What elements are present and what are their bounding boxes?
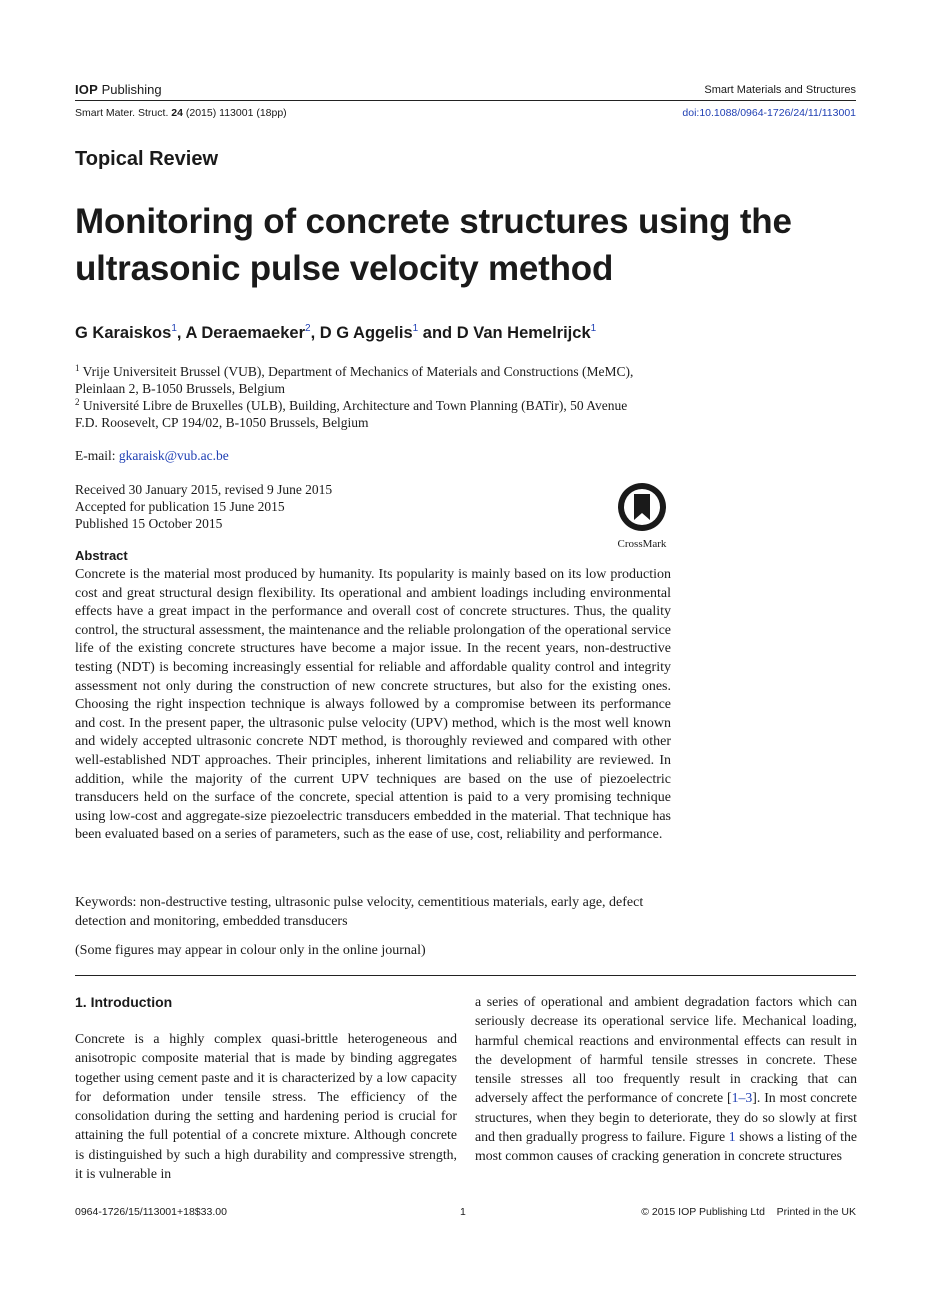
accepted-date: Accepted for publication 15 June 2015	[75, 499, 285, 514]
publisher-logo	[75, 82, 162, 97]
email-link[interactable]: gkaraisk@vub.ac.be	[118, 448, 229, 463]
published-date: Published 15 October 2015	[75, 516, 223, 531]
author-name: D Van Hemelrijck	[456, 324, 591, 342]
author-list	[75, 324, 596, 343]
body-text: a series of operational and ambient degradation factors which can seriously decrease its operational service life. Mechanical loading, harmful chemical reactions and environmental effects can result in the development of harmful tensile stresses in concrete. These tensile stresses all too frequently result in cracking that can adversely affect the performance of concrete [	[475, 994, 857, 1106]
citation	[75, 107, 287, 119]
affiliation-2	[75, 397, 675, 431]
header-divider	[75, 100, 856, 101]
abstract-text: Concrete is the material most produced by humanity. Its popularity is mainly based on its low production cost and great structural design flexibility. Its operational and ambient loadings including environmental effects have a great impact in the performance and overall cost of concrete structures. Thus, the quality control, the structural assessment, the maintenance and the reliable prolongation of the operational service life of the existing concrete structures have become a major issue. In the recent years, non-destructive testing (NDT) is becoming increasingly essential for reliable and affordable quality control and integrity assessment not only during the construction of new concrete structures, but also for the existing ones. Choosing the right inspection technique is always followed by a compromise between its performance and cost. In the present paper, the ultrasonic pulse velocity (UPV) method, which is the most well known and widely accepted ultrasonic concrete NDT method, is thoroughly reviewed and compared with other well-established NDT approaches. Their principles, inherent limitations and reliability are reviewed. In addition, while the majority of the current UPV techniques are based on the use of piezoelectric transducers held on the surface of the concrete, special attention is paid to a very promising technique using low-cost and aggregate-size piezoelectric transducers embedded in the material. That technique has been evaluated based on a series of parameters, such as the ease of use, cost, reliability and performance.	[75, 567, 671, 843]
author-affil-ref[interactable]: 1	[412, 323, 419, 334]
title-line-1: Monitoring of concrete structures using the	[75, 202, 792, 241]
colour-note: (Some figures may appear in colour only in the online journal)	[75, 943, 426, 958]
body-text: ]. In most concrete structures, when they begin to deteriorate, they do so slowly at first and then gradually progress to failure. Figure	[475, 1090, 857, 1145]
left-column-text: Concrete is a highly complex quasi-brittle heterogeneous and anisotropic composite material that is made by binding aggregates together using cement paste and it is characterized by a low capacity for deformation under tensile stress. The efficiency of the consolidation during the setting and hardening period is crucial for attaining the full potential of a concrete mixture. Although concrete is distinguished by such a high durability and compressive strength, it is vulnerable in	[75, 1031, 457, 1182]
author-name: G Karaiskos	[75, 324, 172, 342]
right-column-text	[475, 992, 857, 1166]
body-text: shows a listing of the most common causes of cracking generation in concrete structures	[475, 1129, 857, 1164]
author-affil-ref[interactable]: 1	[590, 323, 597, 334]
publisher-logo-rest: Publishing	[98, 82, 162, 97]
affiliation-line: Pleinlaan 2, B-1050 Brussels, Belgium	[75, 381, 285, 396]
publication-dates	[75, 481, 332, 532]
author-name: A Deraemaeker	[185, 324, 305, 342]
footer-code: 0964-1726/15/113001+18$33.00	[75, 1206, 227, 1218]
author-name: D G Aggelis	[319, 324, 413, 342]
crossmark-badge[interactable]	[612, 482, 672, 550]
page-title	[75, 198, 875, 292]
citation-suffix: (2015) 113001 (18pp)	[182, 107, 287, 119]
author-separator: ,	[176, 324, 186, 342]
author-affil-ref[interactable]: 2	[305, 323, 311, 334]
section-heading: 1. Introduction	[75, 994, 173, 1010]
affiliation-line: F.D. Roosevelt, CP 194/02, B-1050 Brussels, Belgium	[75, 415, 369, 430]
reference-link[interactable]: 1–3	[731, 1090, 753, 1106]
affiliation-number: 2	[75, 397, 80, 407]
affiliation-line: Université Libre de Bruxelles (ULB), Building, Architecture and Town Planning (BATir), 50 Avenue	[82, 398, 628, 413]
crossmark-label: CrossMark	[617, 538, 667, 550]
publisher-logo-bold: IOP	[75, 82, 98, 97]
affiliation-line: Vrije Universiteit Brussel (VUB), Department of Mechanics of Materials and Constructions (MeMC),	[82, 364, 634, 379]
title-line-2: ultrasonic pulse velocity method	[75, 249, 614, 288]
affiliation-1	[75, 363, 675, 397]
abstract-heading: Abstract	[75, 548, 128, 563]
doi-link[interactable]: doi:10.1088/0964-1726/24/11/113001	[682, 107, 856, 119]
citation-volume: 24	[171, 107, 183, 119]
citation-prefix: Smart Mater. Struct.	[75, 107, 172, 119]
abstract-divider	[75, 975, 856, 976]
journal-name: Smart Materials and Structures	[704, 84, 856, 96]
figure-link[interactable]: 1	[728, 1129, 736, 1145]
article-type: Topical Review	[75, 148, 219, 170]
email-label: E-mail:	[75, 448, 119, 463]
email-line	[75, 448, 229, 464]
page-number: 1	[460, 1206, 466, 1218]
footer-copyright: © 2015 IOP Publishing Ltd Printed in the UK	[641, 1206, 856, 1218]
received-date: Received 30 January 2015, revised 9 June 2015	[75, 482, 333, 497]
keywords: Keywords: non-destructive testing, ultrasonic pulse velocity, cementitious materials, early age, defect detection and monitoring, embedded transducers	[75, 895, 644, 929]
author-affil-ref[interactable]: 1	[171, 323, 177, 334]
affiliation-number: 1	[75, 363, 80, 373]
crossmark-icon	[617, 482, 667, 532]
author-separator: ,	[310, 324, 320, 342]
author-separator: and	[418, 324, 457, 342]
